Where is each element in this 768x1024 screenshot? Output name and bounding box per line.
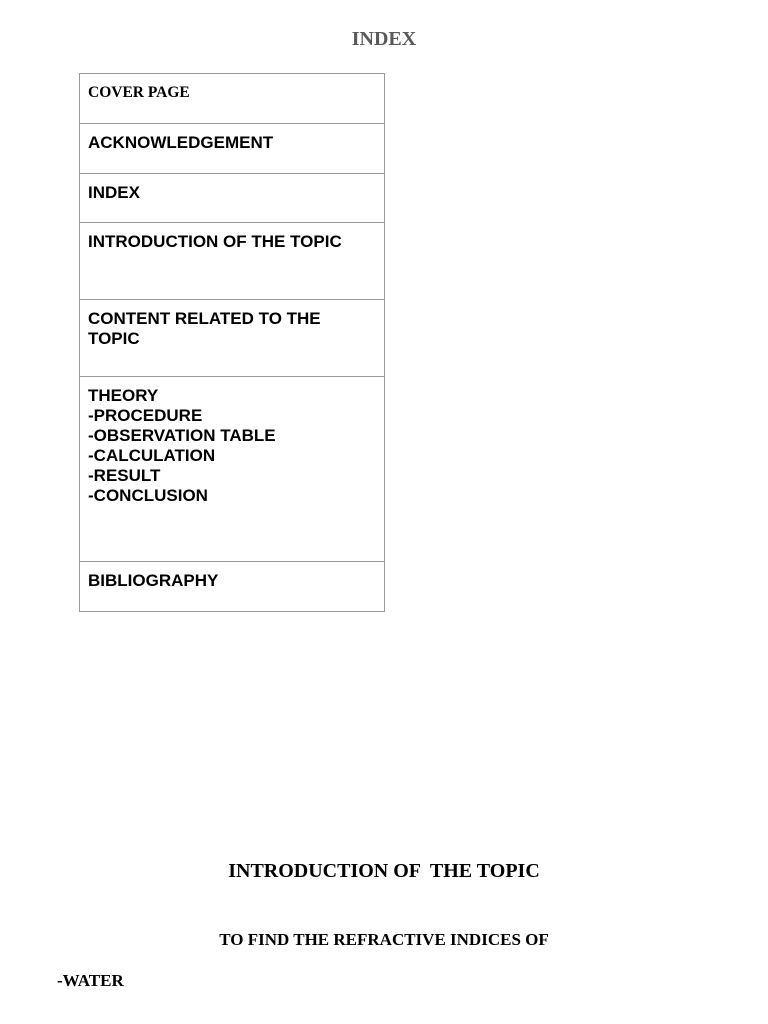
index-cell-line: TOPIC [88,329,140,348]
index-cell-line: -OBSERVATION TABLE [88,426,276,445]
index-cell-line: -RESULT [88,466,161,485]
index-table [79,73,385,612]
table-row [80,124,385,174]
table-row [80,300,385,377]
index-cell-index [80,174,385,223]
index-cell-bibliography [80,562,385,612]
index-cell-theory [80,377,385,562]
index-cell-content [80,300,385,377]
table-row [80,377,385,562]
refractive-indices-subheading: TO FIND THE REFRACTIVE INDICES OF [219,930,549,949]
index-cell-line: INTRODUCTION OF THE TOPIC [88,232,342,251]
index-cell-cover-page [80,74,385,124]
table-row [80,74,385,124]
index-cell-acknowledgement [80,124,385,174]
introduction-heading: INTRODUCTION OF THE TOPIC [228,860,540,882]
index-cell-line: -CONCLUSION [88,486,208,505]
water-item: -WATER [57,971,124,990]
index-cell-line: -CALCULATION [88,446,216,465]
index-cell-line: ACKNOWLEDGEMENT [88,133,274,152]
index-cell-line: -PROCEDURE [88,406,203,425]
index-cell-line: THEORY [88,386,159,405]
index-cell-introduction [80,223,385,300]
table-row [80,562,385,612]
index-cell-line: CONTENT RELATED TO THE [88,309,321,328]
index-cell-line: COVER PAGE [88,84,190,101]
table-row [80,223,385,300]
index-cell-line: INDEX [88,183,140,202]
table-row [80,174,385,223]
index-title: INDEX [351,28,417,50]
index-cell-line: BIBLIOGRAPHY [88,571,219,590]
